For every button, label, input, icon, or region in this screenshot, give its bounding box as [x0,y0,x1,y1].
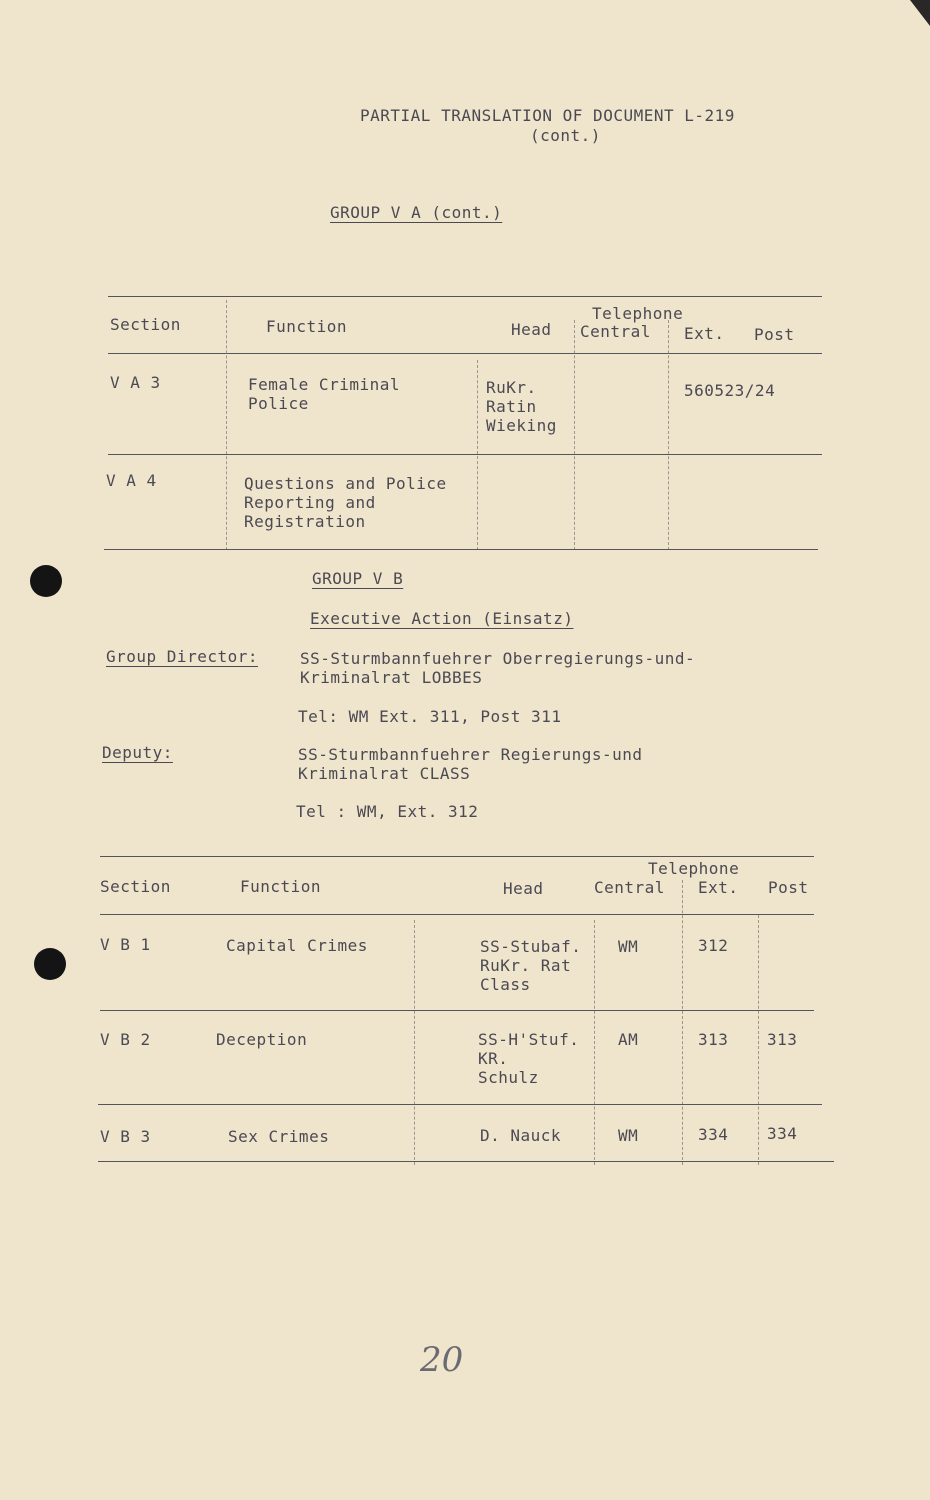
row-ext: 313 [698,1030,729,1049]
punch-hole-bottom [34,948,66,980]
row-section: V A 3 [110,373,161,392]
row-post: 334 [767,1124,798,1143]
row-head-line: Class [480,975,531,994]
page-corner-shadow [910,0,930,26]
row-central: WM [618,1126,639,1145]
col-header-telephone: Telephone [592,304,684,323]
row-ext: 312 [698,936,729,955]
group-vb-title: GROUP V B [312,569,404,588]
row-function-line: Female Criminal [248,375,400,394]
table-rule [100,856,814,857]
col-header-function: Function [240,877,322,896]
table-rule [98,1161,834,1162]
row-function-line: Police [248,394,309,413]
group-va-title: GROUP V A (cont.) [330,203,503,222]
col-header-section: Section [100,877,171,896]
col-header-head: Head [503,879,544,898]
row-ext: 334 [698,1125,729,1144]
row-head-line: RuKr. [486,378,537,397]
column-divider [574,320,575,550]
row-head-line: KR. [478,1049,509,1068]
row-section: V B 2 [100,1030,151,1049]
column-divider [758,915,759,1165]
group-vb-subtitle: Executive Action (Einsatz) [310,609,574,628]
row-central: WM [618,937,639,956]
column-divider [414,920,415,1165]
table-rule [108,296,822,297]
deputy-tel: Tel : WM, Ext. 312 [296,802,479,821]
row-head-line: Schulz [478,1068,539,1087]
page-number: 20 [420,1340,464,1380]
row-head-line: SS-H'Stuf. [478,1030,580,1049]
col-header-central: Central [580,322,651,341]
column-divider [668,320,669,550]
row-function: Sex Crimes [228,1127,330,1146]
row-head-line: Wieking [486,416,557,435]
col-header-post: Post [768,878,809,897]
deputy-label: Deputy: [102,743,173,762]
col-header-post: Post [754,325,795,344]
group-director-label: Group Director: [106,647,258,666]
group-director-name: SS-Sturmbannfuehrer Oberregierungs-und- [300,649,696,668]
row-head-line: Ratin [486,397,537,416]
row-function-line: Registration [244,512,366,531]
table-rule [108,353,822,354]
col-header-telephone: Telephone [648,859,740,878]
punch-hole-top [30,565,62,597]
row-section: V B 3 [100,1127,151,1146]
row-ext: 560523/24 [684,381,776,400]
column-divider [477,360,478,550]
group-director-tel: Tel: WM Ext. 311, Post 311 [298,707,562,726]
table-rule [100,1010,814,1011]
row-section: V A 4 [106,471,157,490]
column-divider [226,300,227,550]
group-director-name: Kriminalrat LOBBES [300,668,483,687]
row-central: AM [618,1030,639,1049]
col-header-ext: Ext. [698,878,739,897]
row-function: Deception [216,1030,308,1049]
document-title-cont: (cont.) [530,126,601,145]
table-rule [104,549,818,550]
col-header-ext: Ext. [684,324,725,343]
row-head-line: RuKr. Rat [480,956,572,975]
col-header-section: Section [110,315,181,334]
col-header-head: Head [511,320,552,339]
row-head-line: SS-Stubaf. [480,937,582,956]
row-function-line: Questions and Police [244,474,447,493]
table-rule [108,454,822,455]
row-section: V B 1 [100,935,151,954]
column-divider [682,880,683,1165]
column-divider [594,920,595,1165]
row-function-line: Reporting and [244,493,376,512]
row-post: 313 [767,1030,798,1049]
col-header-central: Central [594,878,665,897]
row-head-line: D. Nauck [480,1126,562,1145]
table-rule [98,1104,822,1105]
deputy-name: Kriminalrat CLASS [298,764,471,783]
row-function: Capital Crimes [226,936,368,955]
col-header-function: Function [266,317,348,336]
table-rule [100,914,814,915]
deputy-name: SS-Sturmbannfuehrer Regierungs-und [298,745,643,764]
document-title: PARTIAL TRANSLATION OF DOCUMENT L-219 [360,106,735,125]
